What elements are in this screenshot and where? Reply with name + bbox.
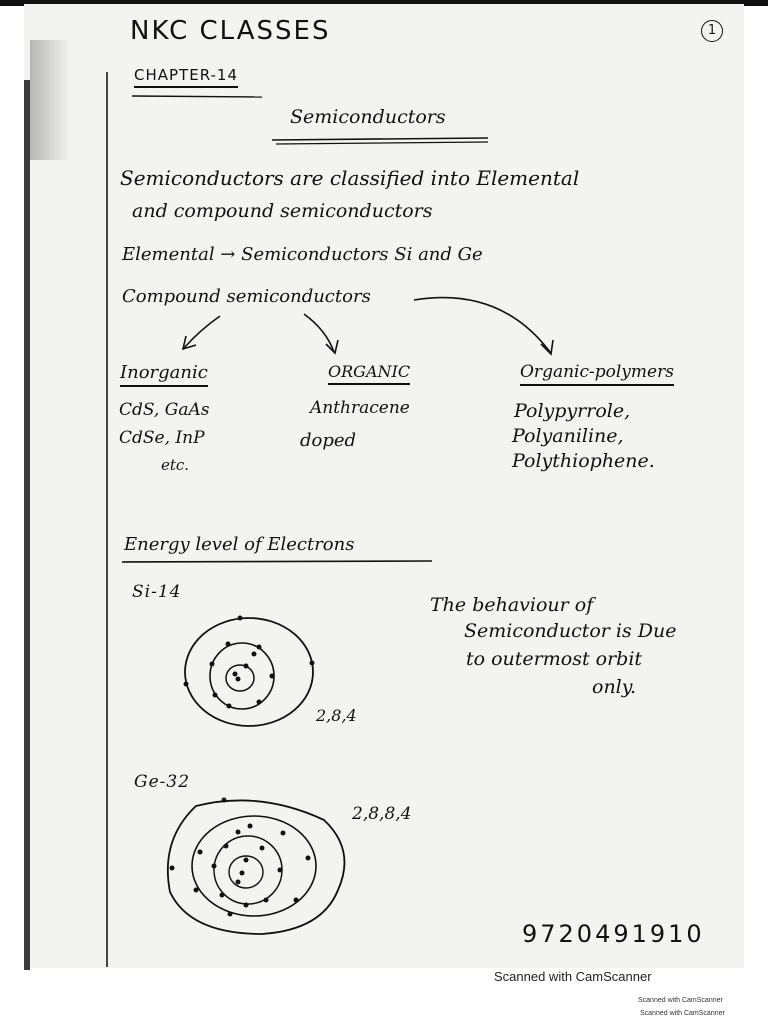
intro-line-2: and compound semiconductors: [132, 200, 433, 222]
organic-item-2: doped: [300, 430, 357, 451]
ge-atom-diagram: [168, 798, 345, 935]
note-line-1: The behaviour of: [430, 594, 594, 616]
inorganic-item-3: etc.: [161, 456, 190, 474]
topic-title: Semiconductors: [290, 106, 446, 128]
note-line-4: only.: [592, 676, 637, 698]
topic-underline-2: [276, 142, 488, 144]
scanner-watermark-small-1: Scanned with CamScanner: [638, 997, 723, 1004]
scanner-watermark-small-2: Scanned with CamScanner: [640, 1010, 725, 1017]
si-atom-diagram: [184, 616, 315, 727]
polymers-item-1: Polypyrrole,: [514, 400, 631, 422]
ge-label: Ge-32: [134, 772, 191, 792]
header-title: NKC CLASSES: [130, 16, 331, 46]
polymers-item-2: Polyaniline,: [512, 425, 624, 447]
energy-underline: [122, 561, 432, 562]
scanner-watermark: Scanned with CamScanner: [494, 969, 652, 984]
arrow-to-inorganic: [184, 316, 220, 348]
ge-config: 2,8,8,4: [352, 804, 412, 824]
category-polymers-title: Organic-polymers: [520, 362, 674, 386]
polymers-item-3: Polythiophene.: [512, 450, 655, 472]
arrow-to-organic: [304, 314, 334, 352]
organic-item-1: Anthracene: [310, 398, 410, 418]
energy-heading: Energy level of Electrons: [124, 534, 355, 555]
inorganic-item-1: CdS, GaAs: [119, 400, 210, 420]
elemental-line: Elemental → Semiconductors Si and Ge: [122, 244, 483, 265]
note-line-2: Semiconductor is Due: [464, 620, 677, 642]
page-number: 1: [701, 20, 723, 42]
phone-number: 9720491910: [522, 920, 705, 948]
topic-underline: [272, 138, 488, 140]
chapter-underline-line: [132, 96, 262, 97]
note-line-3: to outermost orbit: [466, 648, 643, 670]
compound-heading: Compound semiconductors: [122, 286, 371, 307]
chapter-title: CHAPTER-14: [134, 66, 238, 88]
inorganic-item-2: CdSe, InP: [119, 428, 205, 448]
si-label: Si-14: [132, 582, 182, 602]
arrow-to-polymers: [414, 298, 550, 352]
category-inorganic-title: Inorganic: [120, 362, 208, 387]
si-config: 2,8,4: [316, 706, 357, 725]
intro-line-1: Semiconductors are classified into Elemental: [120, 166, 580, 190]
category-organic-title: ORGANIC: [328, 362, 410, 385]
